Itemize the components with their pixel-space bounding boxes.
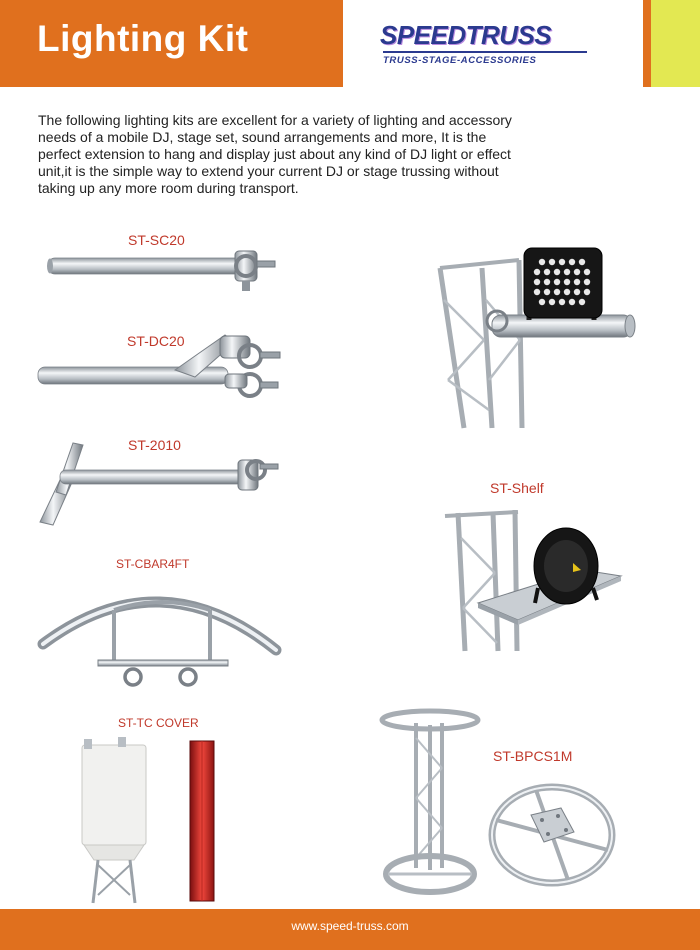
logo-tagline: TRUSS-STAGE-ACCESSORIES <box>383 55 537 66</box>
st-shelf-image <box>443 508 623 653</box>
truss-light-image <box>434 240 634 430</box>
st-bpcs1m-stand-image <box>378 708 478 900</box>
st-2010-image <box>38 440 283 530</box>
product-label-st-shelf: ST-Shelf <box>490 480 544 496</box>
product-label-st-bpcs1m: ST-BPCS1M <box>493 748 573 764</box>
st-cbar4ft-image <box>38 582 283 692</box>
st-sc20-image <box>40 243 285 293</box>
footer-bar <box>0 909 700 950</box>
product-label-st-cbar4ft: ST-CBAR4FT <box>116 557 190 571</box>
brand-logo <box>343 0 643 87</box>
page-title: Lighting Kit <box>37 18 249 59</box>
logo-name: SPEEDTRUSS <box>380 20 552 50</box>
logo-divider <box>383 51 587 53</box>
footer-website-link[interactable]: www.speed-truss.com <box>291 919 409 933</box>
st-bpcs1m-base-image <box>486 780 618 890</box>
intro-paragraph: The following lighting kits are excellent for a variety of lighting and accessory needs of a mobile DJ, stage set, sound arrangements and more, It is the perfect extension to hang and display just about any kind of DJ light or effect unit,it is the simple way to extend your current DJ or stage trussing without taking up any more room during transport. <box>38 112 512 196</box>
product-label-st-tc-cover: ST-TC COVER <box>118 716 199 730</box>
st-dc20-image <box>35 330 290 410</box>
header-accent-bar <box>651 0 700 87</box>
product-label-st-dc20: ST-DC20 <box>127 333 185 349</box>
product-label-st-sc20: ST-SC20 <box>128 232 185 248</box>
header-banner <box>0 0 700 87</box>
product-label-st-2010: ST-2010 <box>128 437 181 453</box>
st-tc-cover-image <box>78 735 228 905</box>
